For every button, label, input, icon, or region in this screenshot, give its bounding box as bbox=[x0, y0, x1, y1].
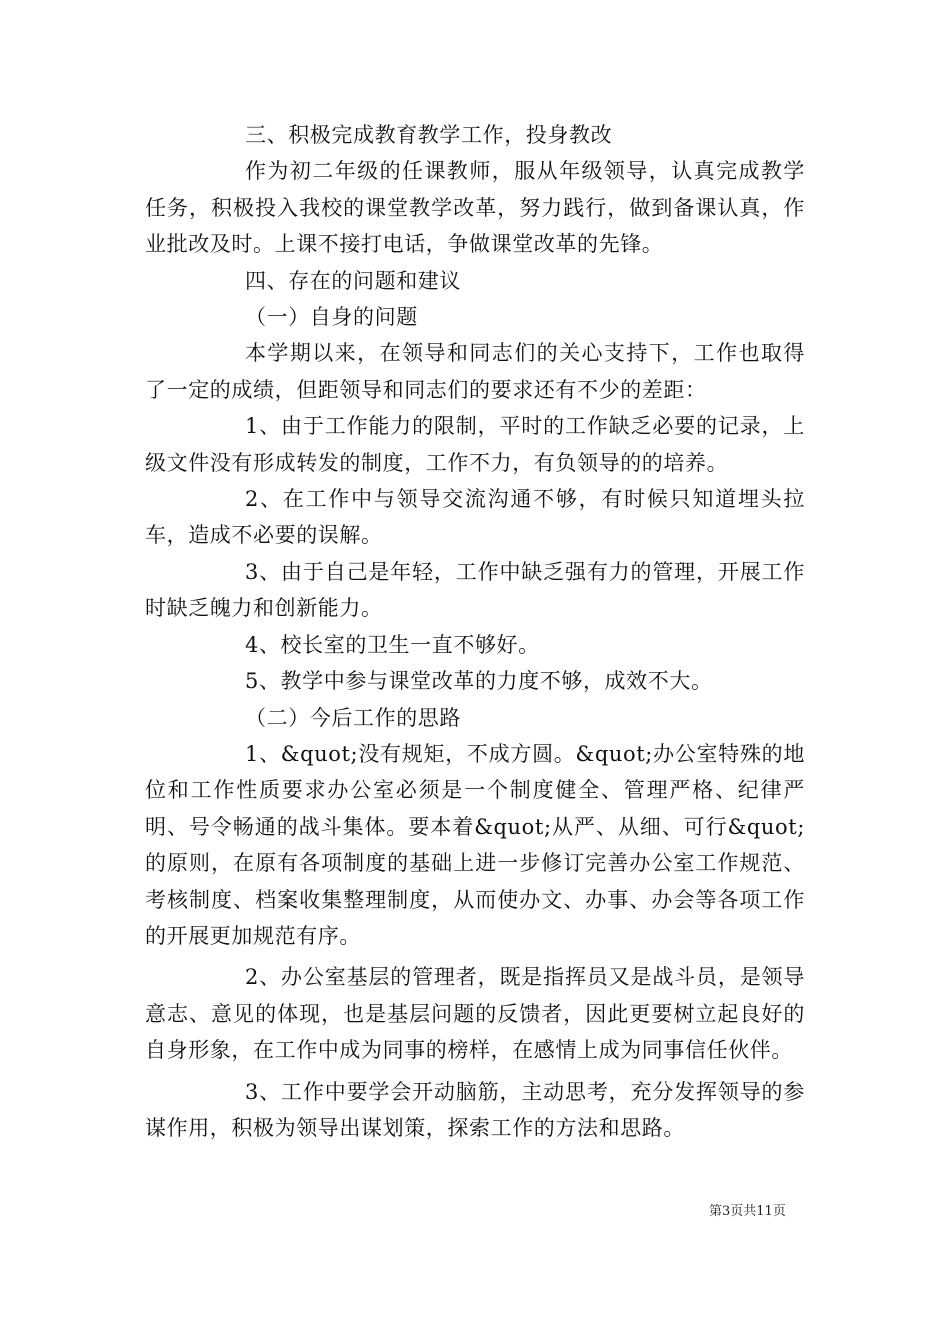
section-heading-4: 四、存在的问题和建议 bbox=[245, 268, 461, 293]
paragraph-summary: 本学期以来，在领导和同志们的关心支持下，工作也取得了一定的成绩，但距领导和同志们的要求还有不少的差距： bbox=[145, 341, 805, 402]
list-item-problem-5: 5、教学中参与课堂改革的力度不够，成效不大。 bbox=[245, 669, 713, 694]
subheading-future-ideas: （二）今后工作的思路 bbox=[245, 705, 461, 730]
list-item-idea-3: 3、工作中要学会开动脑筋，主动思考，充分发挥领导的参谋作用，积极为领导出谋划策，探索工作的方法和思路。 bbox=[145, 1079, 805, 1140]
page-number-footer: 第3页共11页 bbox=[709, 1204, 786, 1219]
paragraph-teaching: 作为初二年级的任课教师，服从年级领导，认真完成教学任务，积极投入我校的课堂教学改革，努力践行，做到备课认真，作业批改及时。上课不接打电话，争做课堂改革的先锋。 bbox=[145, 159, 805, 257]
list-item-problem-4: 4、校长室的卫生一直不够好。 bbox=[245, 632, 540, 657]
list-item-problem-3: 3、由于自己是年轻，工作中缺乏强有力的管理，开展工作时缺乏魄力和创新能力。 bbox=[145, 559, 805, 621]
list-item-problem-1: 1、由于工作能力的限制，平时的工作缺乏必要的记录，上级文件没有形成转发的制度，工作不力，有负领导的的培养。 bbox=[145, 414, 805, 475]
list-item-idea-1: 1、&quot;没有规矩，不成方圆。&quot;办公室特殊的地位和工作性质要求办公室必须是一个制度健全、管理严格、纪律严明、号令畅通的战斗集体。要本着&quot;从严、从细、可行&quot;的原则，在原有各项制度的基础上进一步修订完善办公室工作规范、考核制度、档案收集整理制度，从而使办文、办事、办会等各项工作的开展更加规范有序。 bbox=[145, 741, 805, 948]
section-heading-3: 三、积极完成教育教学工作，投身教改 bbox=[245, 123, 613, 147]
subheading-own-problems: （一）自身的问题 bbox=[245, 305, 418, 330]
document-body bbox=[145, 117, 805, 1146]
list-item-problem-2: 2、在工作中与领导交流沟通不够，有时候只知道埋头拉车，造成不必要的误解。 bbox=[145, 487, 805, 548]
list-item-idea-2: 2、办公室基层的管理者，既是指挥员又是战斗员，是领导意志、意见的体现，也是基层问题的反馈者，因此更要树立起良好的自身形象，在工作中成为同事的榜样，在感情上成为同事信任伙伴。 bbox=[145, 965, 805, 1063]
